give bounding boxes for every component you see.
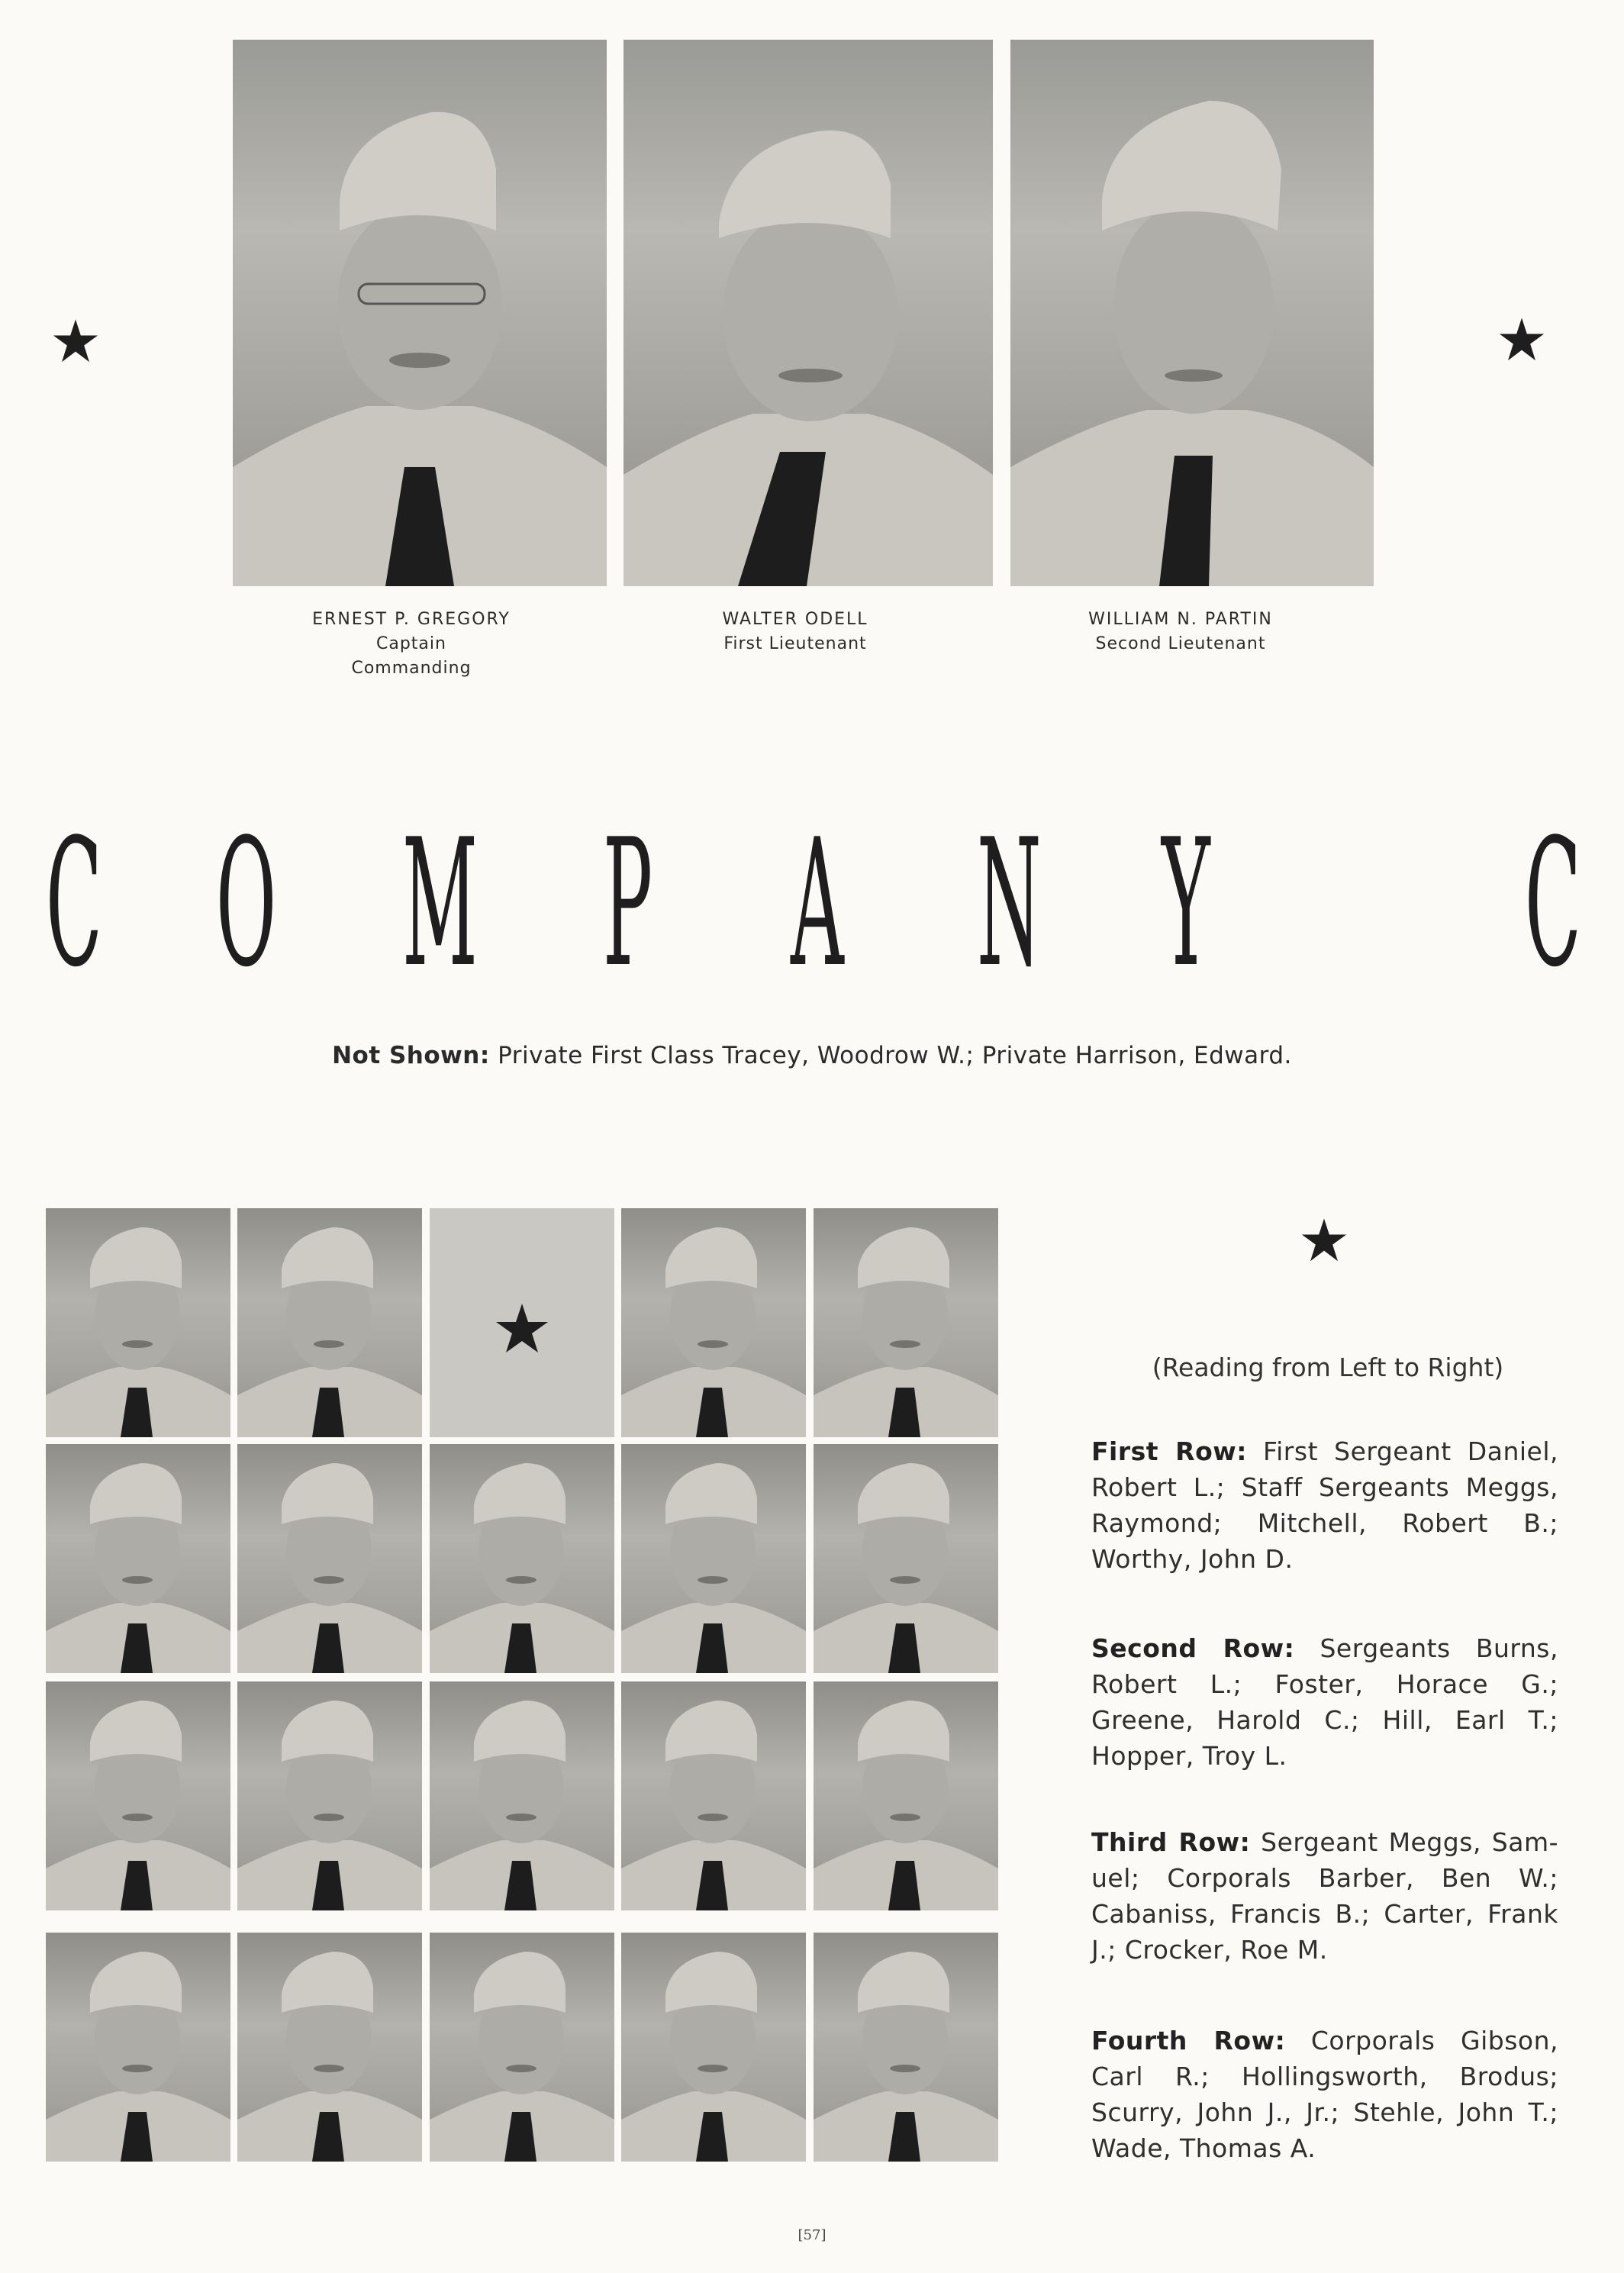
officer-caption — [608, 608, 982, 656]
row-label: First Row: — [1091, 1436, 1247, 1466]
star-icon — [430, 1208, 614, 1437]
title-letter: A — [791, 802, 844, 1006]
member-photo — [46, 1208, 230, 1437]
member-photo — [430, 1444, 614, 1673]
officer-name: WALTER ODELL — [722, 610, 868, 629]
row-caption-third — [1091, 1824, 1558, 1968]
officer-caption — [994, 608, 1368, 656]
member-photo — [621, 1208, 806, 1437]
member-photo — [814, 1933, 998, 2162]
officer-name: ERNEST P. GREGORY — [312, 610, 511, 629]
officer-rank: Second Lieutenant — [1095, 634, 1266, 653]
row-names: Corporals Gibson, Carl R.; Hollingsworth, Brodus; Scurry, John J., Jr.; Stehle, John T.; Wade, Thomas A. — [1091, 2026, 1558, 2163]
member-photo — [814, 1444, 998, 1673]
reading-note: (Reading from Left to Right) — [1152, 1353, 1504, 1382]
star-icon — [1498, 316, 1545, 363]
officer-name: WILLIAM N. PARTIN — [1088, 610, 1273, 629]
member-photo — [237, 1681, 422, 1910]
officer-rank: Captain — [376, 634, 446, 653]
row-caption-first — [1091, 1433, 1558, 1577]
row-names: Sergeant Meggs, Sam-uel; Corporals Barber, Ben W.; Cabaniss, Francis B.; Carter, Frank J.; Crocker, Roe M. — [1091, 1827, 1559, 1965]
not-shown-note — [0, 1042, 1624, 1069]
member-photo — [237, 1933, 422, 2162]
officer-caption — [224, 608, 598, 681]
officer-role: Commanding — [351, 659, 472, 678]
row-label: Third Row: — [1091, 1827, 1251, 1857]
star-icon — [52, 318, 99, 365]
star-placeholder — [430, 1208, 614, 1437]
row-label: Second Row: — [1091, 1633, 1295, 1663]
member-photo — [46, 1933, 230, 2162]
title-letter: C — [1525, 802, 1581, 1006]
title-letter: C — [46, 802, 102, 1006]
officer-rank: First Lieutenant — [723, 634, 867, 653]
title-letter: Y — [1162, 802, 1210, 1006]
title-letter: P — [603, 802, 653, 1006]
member-photo — [621, 1933, 806, 2162]
member-photo — [237, 1208, 422, 1437]
member-photo — [621, 1444, 806, 1673]
title-letter: O — [216, 802, 277, 1006]
page-number: [57] — [798, 2227, 826, 2243]
member-photo — [430, 1681, 614, 1910]
star-icon — [1300, 1217, 1348, 1264]
row-caption-second — [1091, 1630, 1558, 1774]
member-photo — [621, 1681, 806, 1910]
title-letter: N — [977, 802, 1042, 1006]
row-names: Sergeants Burns, Robert L.; Foster, Horace G.; Greene, Harold C.; Hill, Earl T.; Hopper, Troy L. — [1091, 1633, 1558, 1771]
row-caption-fourth — [1091, 2023, 1558, 2166]
not-shown-text: Private First Class Tracey, Woodrow W.; Private Harrison, Edward. — [489, 1042, 1292, 1069]
member-photo — [814, 1208, 998, 1437]
row-names: First Sergeant Daniel, Robert L.; Staff Sergeants Meggs, Raymond; Mitchell, Robert B.; Worthy, John D. — [1091, 1436, 1558, 1574]
officer-photo-partin — [1010, 40, 1374, 586]
member-photo — [46, 1444, 230, 1673]
title-letter: M — [402, 802, 478, 1006]
member-photo — [814, 1681, 998, 1910]
member-photo — [237, 1444, 422, 1673]
officer-photo-gregory — [233, 40, 607, 586]
row-label: Fourth Row: — [1091, 2026, 1286, 2055]
member-photo — [430, 1933, 614, 2162]
officer-photo-odell — [624, 40, 993, 586]
not-shown-label: Not Shown: — [332, 1042, 490, 1069]
member-photo — [46, 1681, 230, 1910]
